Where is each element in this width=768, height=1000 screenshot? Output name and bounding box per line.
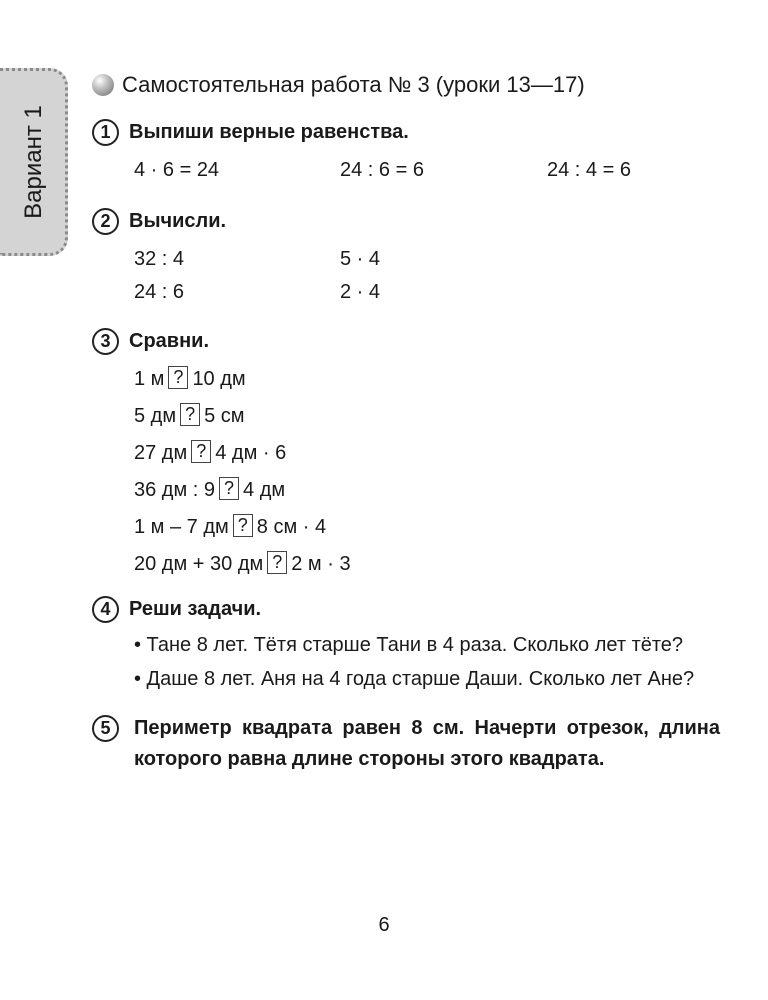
comparison-row	[134, 368, 246, 391]
task-5-header	[92, 715, 129, 742]
title-row	[92, 72, 585, 98]
answer-box[interactable]: ?	[191, 440, 211, 463]
problem-item: • Даше 8 лет. Аня на 4 года старше Даши. Сколько лет Ане?	[134, 668, 695, 690]
comparison-row	[134, 553, 351, 576]
task-heading: Вычисли.	[129, 210, 227, 232]
answer-box[interactable]: ?	[180, 403, 200, 426]
task-number: 3	[92, 328, 119, 355]
problem-item: • Тане 8 лет. Тётя старше Тани в 4 раза. Сколько лет тёте?	[134, 634, 684, 656]
equation: 24 : 4 = 6	[547, 159, 631, 181]
answer-box[interactable]: ?	[233, 514, 253, 537]
comparison-right: 5 см	[204, 405, 245, 427]
answer-box[interactable]: ?	[219, 477, 239, 500]
variant-label: Вариант 1	[20, 105, 47, 219]
comparison-row	[134, 516, 326, 539]
comparison-row	[134, 479, 285, 502]
task-heading: Выпиши верные равенства.	[129, 121, 409, 143]
comparison-right: 4 дм · 6	[215, 442, 287, 464]
task-heading: Сравни.	[129, 330, 210, 352]
page-title: Самостоятельная работа № 3 (уроки 13—17)	[122, 72, 585, 97]
expression: 5 · 4	[340, 248, 381, 270]
task-number: 4	[92, 596, 119, 623]
expression: 24 : 6	[134, 281, 185, 303]
answer-box[interactable]: ?	[267, 551, 287, 574]
comparison-right: 10 дм	[192, 368, 246, 390]
task-number: 5	[92, 715, 119, 742]
task-4-header	[92, 596, 261, 623]
task-3-header	[92, 328, 209, 355]
comparison-left: 1 м – 7 дм	[134, 516, 229, 538]
task-1-header	[92, 119, 409, 146]
comparison-row	[134, 405, 245, 428]
task-number: 1	[92, 119, 119, 146]
comparison-left: 36 дм : 9	[134, 479, 216, 501]
page-number: 6	[378, 914, 390, 936]
comparison-right: 8 см · 4	[256, 516, 327, 538]
task-number: 2	[92, 208, 119, 235]
answer-box[interactable]: ?	[168, 366, 188, 389]
comparison-row	[134, 442, 286, 465]
expression: 32 : 4	[134, 248, 185, 270]
task-5-text: Периметр квадрата равен 8 см. Начерти отрезок, длина которого равна длине стороны этого квадрата.	[134, 717, 720, 770]
comparison-right: 4 дм	[243, 479, 286, 501]
equation: 24 : 6 = 6	[340, 159, 424, 181]
comparison-left: 5 дм	[134, 405, 177, 427]
task-2-header	[92, 208, 226, 235]
comparison-left: 1 м	[134, 368, 165, 390]
bullet-ball-icon	[92, 74, 114, 96]
comparison-right: 2 м · 3	[291, 553, 351, 575]
comparison-left: 27 дм	[134, 442, 188, 464]
task-heading: Реши задачи.	[129, 598, 262, 620]
comparison-left: 20 дм + 30 дм	[134, 553, 264, 575]
equation: 4 · 6 = 24	[134, 159, 220, 181]
expression: 2 · 4	[340, 281, 381, 303]
